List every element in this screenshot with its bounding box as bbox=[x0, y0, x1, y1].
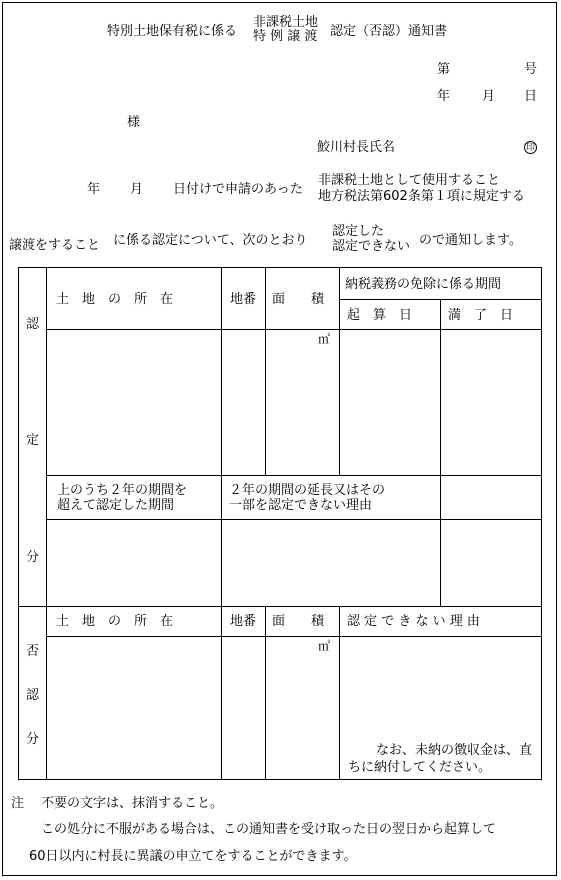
date-year: 年 bbox=[437, 89, 451, 104]
recipient-suffix: 様 bbox=[127, 115, 141, 130]
title-stack-top: 非課税土地 bbox=[253, 15, 319, 30]
section-divider bbox=[18, 606, 542, 607]
footnote-para-2: 60日以内に村長に異議の申立てをすることができます。 bbox=[29, 849, 357, 864]
issuer-name: 鮫川村長氏名 bbox=[317, 140, 396, 155]
side-nintei-2: 定 bbox=[26, 433, 40, 448]
hinin-header-reason: 認 定 で き な い 理 由 bbox=[347, 614, 480, 629]
vline-area bbox=[339, 267, 340, 475]
header-location: 土 地 の 所 在 bbox=[56, 292, 174, 307]
title-left: 特別土地保有税に係る bbox=[107, 24, 238, 39]
header-area: 面 積 bbox=[272, 292, 325, 307]
table-outer-border bbox=[18, 267, 542, 780]
body-line1-text: 日付けで申請のあった bbox=[173, 182, 303, 197]
area-unit: ㎡ bbox=[318, 332, 331, 346]
footnote-label: 注 bbox=[11, 796, 25, 811]
hline-hinin-header bbox=[46, 636, 542, 637]
body-line2-stack-top: 認定した bbox=[332, 224, 385, 239]
body-line1-stack-bottom: 地方税法第602条第１項に規定する bbox=[318, 189, 525, 204]
body-line2-right: ので通知します。 bbox=[419, 233, 522, 248]
header-lot: 地番 bbox=[230, 292, 257, 307]
vline-hinin-location bbox=[221, 606, 222, 780]
vline-location-top bbox=[221, 267, 222, 475]
side-hinin-2: 認 bbox=[26, 688, 40, 703]
hinin-header-lot: 地番 bbox=[230, 614, 257, 629]
hline-sub-bottom bbox=[46, 519, 542, 520]
sub-period-line2: 超えて認定した期間 bbox=[57, 498, 175, 513]
body-line1-stack-top: 非課税土地として使用すること bbox=[318, 173, 501, 188]
vline-sub-right bbox=[440, 475, 441, 606]
hinin-area-unit: ㎡ bbox=[318, 639, 331, 653]
body-line2-stack-bottom: 認定できない bbox=[332, 239, 411, 254]
hline-sub-top bbox=[46, 475, 542, 476]
sub-period-line1: 上のうち２年の期間を bbox=[57, 483, 188, 498]
side-hinin-1: 否 bbox=[26, 644, 40, 659]
date-day: 日 bbox=[524, 89, 538, 104]
header-start-date: 起 算 日 bbox=[347, 308, 413, 323]
sub-reason-line1: ２年の期間の延長又はその bbox=[229, 483, 386, 498]
vline-location-mid bbox=[221, 519, 222, 606]
vline-lot bbox=[265, 267, 266, 475]
hinin-note-line2: ちに納付してください。 bbox=[348, 760, 492, 775]
hinin-header-location: 土 地 の 所 在 bbox=[56, 614, 174, 629]
sub-reason-line2: 一部を認定できない理由 bbox=[229, 498, 373, 513]
date-month: 月 bbox=[482, 89, 496, 104]
title-stack-bottom: 特 例 譲 渡 bbox=[253, 29, 318, 44]
body-line2-mid: に係る認定について、次のとおり bbox=[113, 233, 308, 248]
side-nintei-1: 認 bbox=[26, 317, 40, 332]
title-right: 認定（否認）通知書 bbox=[330, 24, 448, 39]
hinin-header-area: 面 積 bbox=[272, 614, 325, 629]
seal-mark: 印 bbox=[525, 143, 535, 153]
footnote-text: 不要の文字は、抹消すること。 bbox=[41, 796, 224, 811]
header-exempt-period: 納税義務の免除に係る期間 bbox=[345, 277, 502, 292]
vline-hinin-area bbox=[339, 606, 340, 780]
footnote-para-1: この処分に不服がある場合は、この通知書を受け取った日の翌日から起算して bbox=[41, 822, 497, 837]
hinin-note-line1: なお、未納の徴収金は、直 bbox=[376, 743, 533, 758]
side-nintei-3: 分 bbox=[26, 550, 40, 565]
number-go: 号 bbox=[524, 62, 538, 77]
vline-side bbox=[46, 267, 47, 780]
side-hinin-3: 分 bbox=[26, 732, 40, 747]
number-dai: 第 bbox=[437, 62, 451, 77]
body-month: 月 bbox=[130, 182, 144, 197]
hline-header bbox=[46, 329, 542, 330]
body-line2-left: 譲渡をすること bbox=[9, 238, 101, 253]
vline-sub-mid bbox=[221, 475, 222, 519]
vline-start-end bbox=[440, 299, 441, 475]
vline-hinin-lot bbox=[265, 606, 266, 780]
header-end-date: 満 了 日 bbox=[448, 308, 514, 323]
body-year: 年 bbox=[87, 182, 101, 197]
